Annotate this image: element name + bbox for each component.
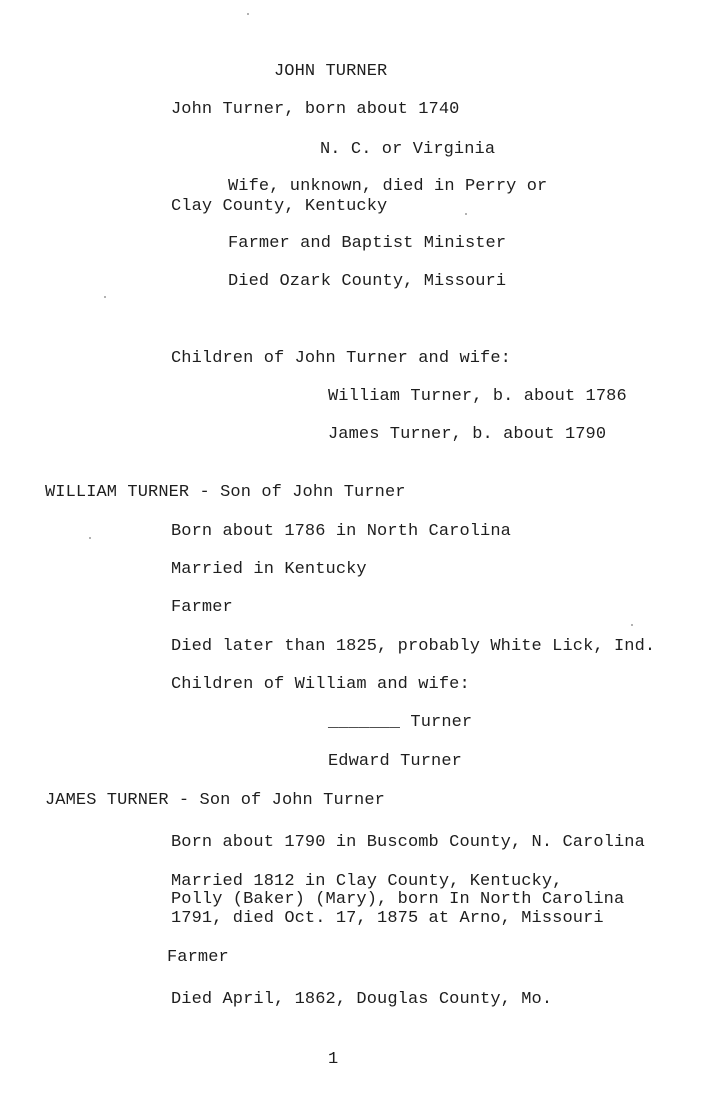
page-number: 1 [328, 1050, 339, 1069]
john-wife-line1: Wife, unknown, died in Perry or [228, 177, 548, 196]
john-birthplace: N. C. or Virginia [320, 140, 496, 159]
john-child-2: James Turner, b. about 1790 [328, 425, 607, 444]
james-married-line3: 1791, died Oct. 17, 1875 at Arno, Missouri [171, 909, 604, 928]
john-children-heading: Children of John Turner and wife: [171, 349, 511, 368]
page-title: JOHN TURNER [274, 62, 388, 81]
william-children-heading: Children of William and wife: [171, 675, 470, 694]
william-married: Married in Kentucky [171, 560, 367, 579]
james-heading: JAMES TURNER - Son of John Turner [45, 791, 385, 810]
william-born: Born about 1786 in North Carolina [171, 522, 511, 541]
william-died: Died later than 1825, probably White Lick, Ind. [171, 637, 656, 656]
john-died: Died Ozark County, Missouri [228, 272, 507, 291]
james-married-line2: Polly (Baker) (Mary), born In North Carolina [171, 890, 625, 909]
james-born: Born about 1790 in Buscomb County, N. Carolina [171, 833, 645, 852]
john-born: John Turner, born about 1740 [171, 100, 460, 119]
william-child-2: Edward Turner [328, 752, 462, 771]
scan-speck [465, 213, 467, 215]
james-occupation: Farmer [167, 948, 229, 967]
john-wife-line2: Clay County, Kentucky [171, 197, 388, 216]
scan-speck [104, 296, 106, 298]
james-died: Died April, 1862, Douglas County, Mo. [171, 990, 553, 1009]
william-occupation: Farmer [171, 598, 233, 617]
john-occupation: Farmer and Baptist Minister [228, 234, 507, 253]
scan-speck [247, 13, 249, 15]
william-heading: WILLIAM TURNER - Son of John Turner [45, 483, 406, 502]
scan-speck [631, 624, 633, 626]
william-child-1: _______ Turner [328, 713, 473, 732]
john-child-1: William Turner, b. about 1786 [328, 387, 627, 406]
james-married-line1: Married 1812 in Clay County, Kentucky, [171, 872, 563, 891]
scan-speck [89, 537, 91, 539]
